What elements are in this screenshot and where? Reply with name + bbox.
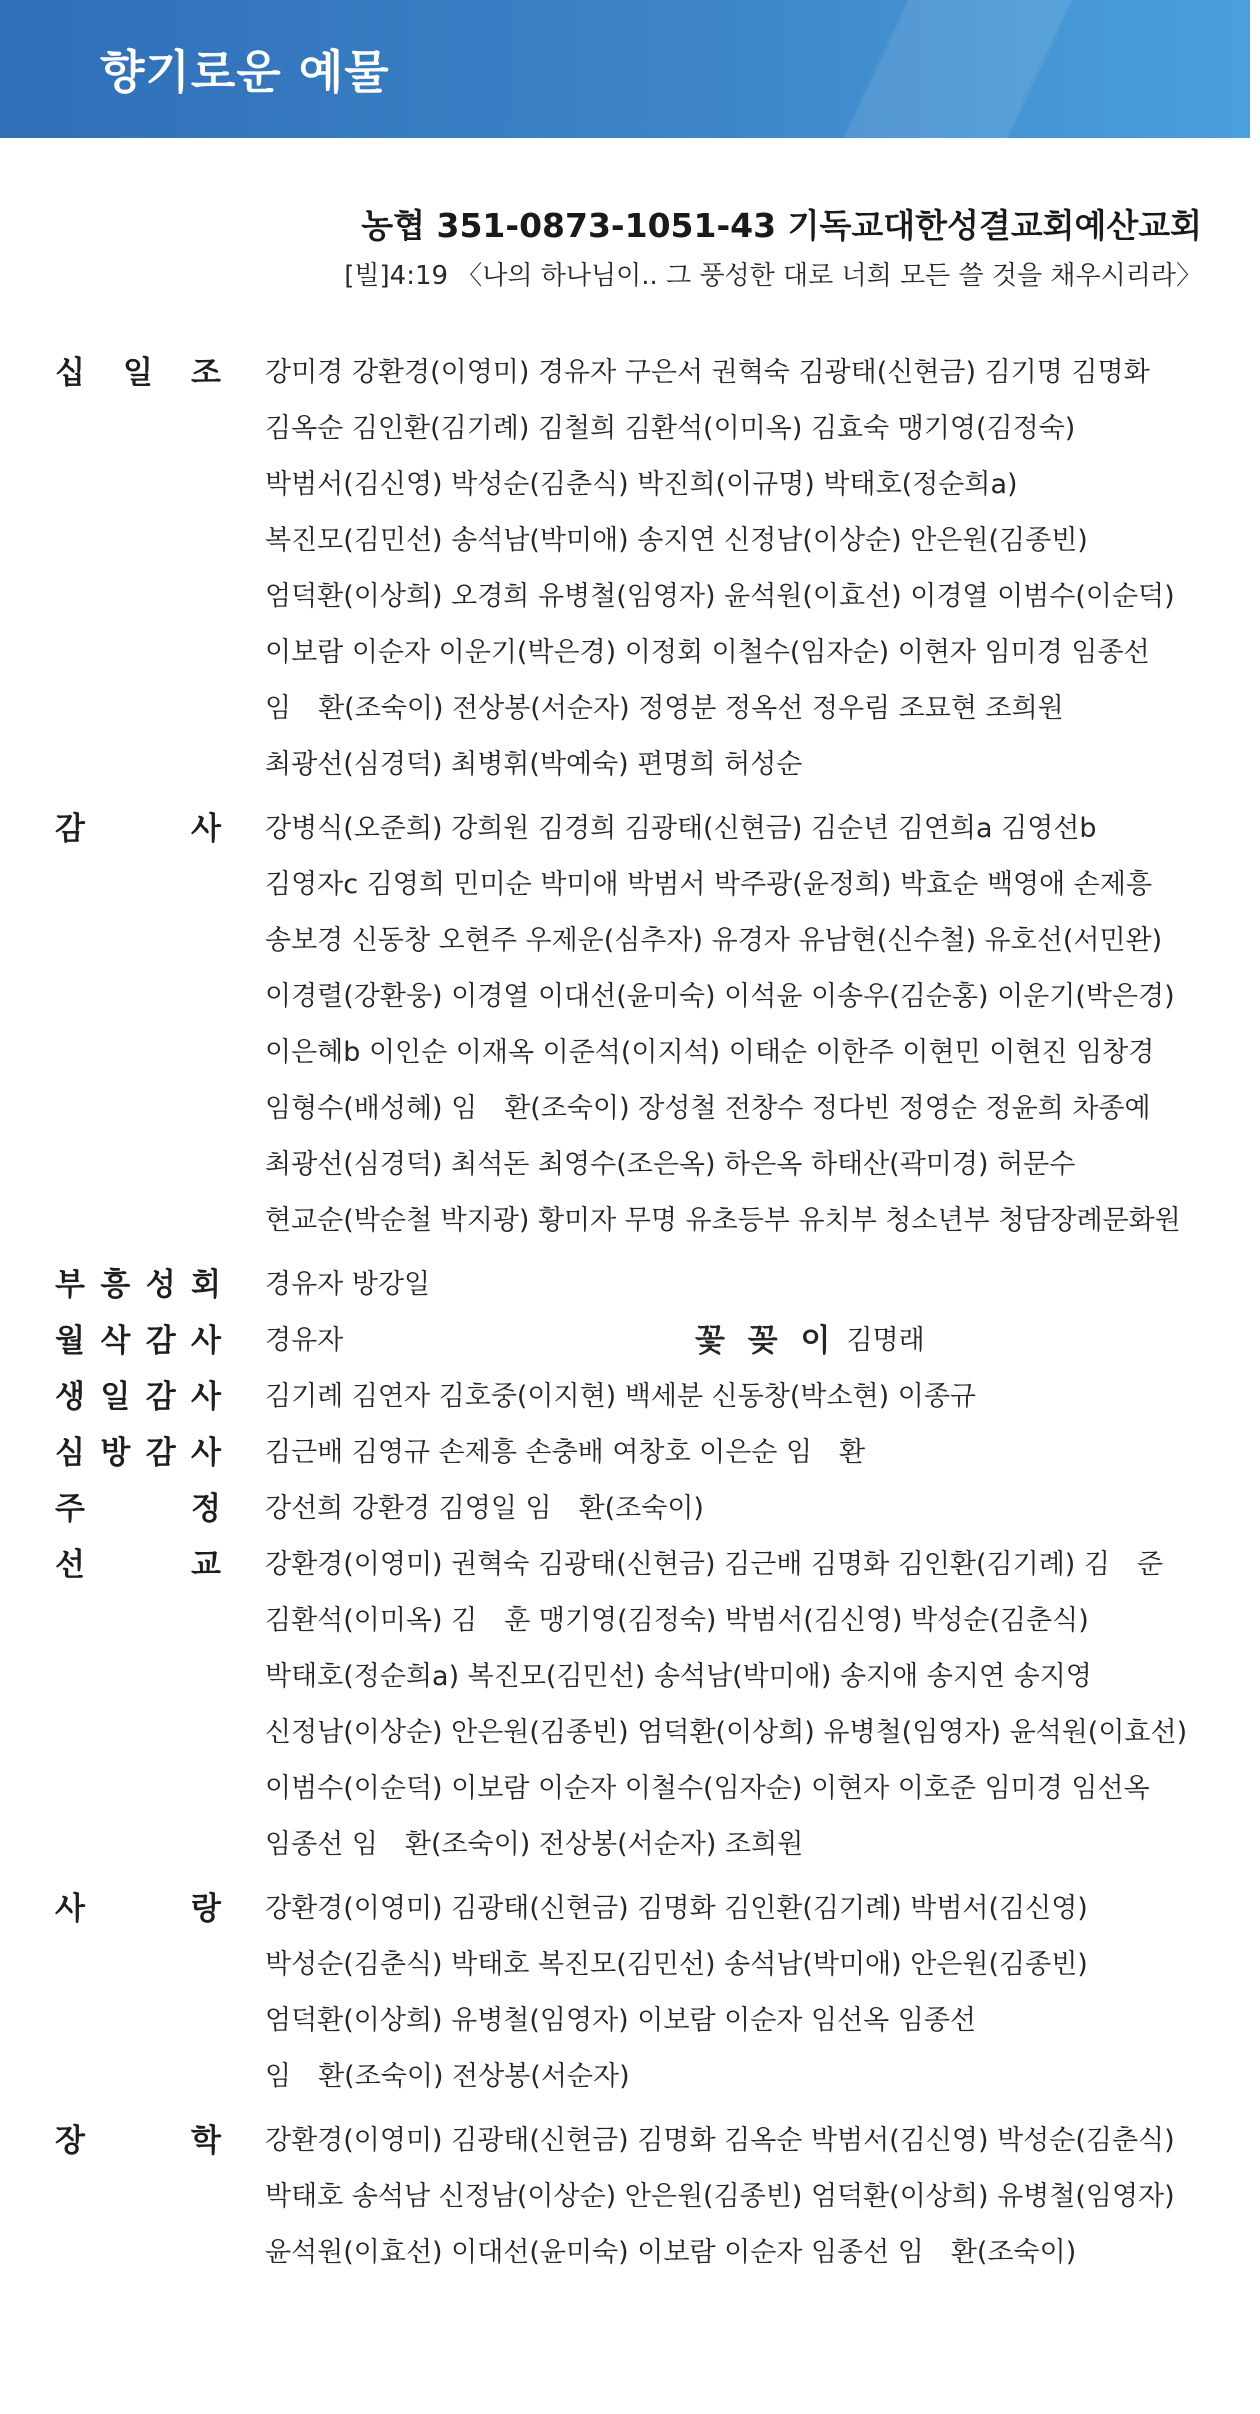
section-label-char: 감 [145, 1379, 176, 1415]
section-label [55, 1369, 265, 1425]
section-label-char: 감 [145, 1435, 176, 1471]
section-label-char: 선 [55, 1547, 85, 1583]
section-label-char: 랑 [191, 1891, 221, 1927]
name-line: 엄덕환(이상희) 유병철(임영자) 이보람 이순자 임선옥 임종선 [265, 2005, 977, 2036]
section-label-char: 장 [55, 2123, 85, 2159]
name-line: 경유자 방강일 [265, 1269, 431, 1300]
section-label-char: 심 [55, 1435, 85, 1471]
name-line: 김근배 김영규 손제흥 손충배 여창호 이은순 임 환 [265, 1437, 866, 1468]
name-line: 이은혜b 이인순 이재옥 이준석(이지석) 이태순 이한주 이현민 이현진 임창경 [265, 1037, 1155, 1068]
name-line: 박태호(정순희a) 복진모(김민선) 송석남(박미애) 송지애 송지연 송지영 [265, 1661, 1092, 1692]
section-label-char: 삭 [100, 1323, 131, 1359]
section-label-char: 성 [145, 1267, 176, 1303]
banner-decoration [730, 0, 1250, 138]
name-line: 박태호 송석남 신정남(이상순) 안은원(김종빈) 엄덕환(이상희) 유병철(임영자) [265, 2181, 1175, 2212]
wolsak-name: 경유자 [265, 1325, 344, 1356]
name-line: 강병식(오준희) 강희원 김경희 김광태(신현금) 김순년 김연희a 김영선b [265, 813, 1097, 844]
section-label-char: 감 [55, 811, 85, 847]
name-line: 이보람 이순자 이운기(박은경) 이정회 이철수(임자순) 이현자 임미경 임종선 [265, 637, 1150, 668]
name-line: 강선희 강환경 김영일 임 환(조숙이) [265, 1493, 704, 1524]
section-label-char: 학 [191, 2123, 221, 2159]
name-line: 신정남(이상순) 안은원(김종빈) 엄덕환(이상희) 유병철(임영자) 윤석원(이효선) [265, 1717, 1188, 1748]
section-label-char: 사 [191, 1435, 221, 1471]
offering-section [55, 1369, 1235, 1425]
name-line: 김옥순 김인환(김기례) 김철희 김환석(이미옥) 김효숙 맹기영(김정숙) [265, 413, 1076, 444]
offering-section [55, 1257, 1235, 1313]
name-line: 김기례 김연자 김호중(이지현) 백세분 신동창(박소현) 이종규 [265, 1381, 977, 1412]
wolsak-row [265, 1313, 1235, 1369]
name-line: 박범서(김신영) 박성순(김춘식) 박진희(이규명) 박태호(정순희a) [265, 469, 1018, 500]
section-label-char: 정 [191, 1491, 221, 1527]
section-label-char: 월 [55, 1323, 85, 1359]
flower-arrangement-name: 김명래 [846, 1325, 925, 1356]
section-names [265, 345, 1235, 793]
bank-account: 농협 351-0873-1051-43 기독교대한성결교회예산교회 [361, 206, 1202, 245]
section-names [265, 2113, 1235, 2281]
header-banner [0, 0, 1250, 138]
name-line: 현교순(박순철 박지광) 황미자 무명 유초등부 유치부 청소년부 청담장례문화원 [265, 1205, 1181, 1236]
name-line: 강환경(이영미) 권혁숙 김광태(신현금) 김근배 김명화 김인환(김기례) 김 준 [265, 1549, 1164, 1580]
section-label-char: 일 [123, 355, 153, 391]
section-names [265, 1369, 1235, 1425]
section-label [55, 1881, 265, 2105]
name-line: 임종선 임 환(조숙이) 전상봉(서순자) 조희원 [265, 1829, 804, 1860]
offering-section [55, 1481, 1235, 1537]
section-label-char: 교 [191, 1547, 221, 1583]
name-line: 강환경(이영미) 김광태(신현금) 김명화 김인환(김기례) 박범서(김신영) [265, 1893, 1088, 1924]
name-line: 이범수(이순덕) 이보람 이순자 이철수(임자순) 이현자 이호준 임미경 임선옥 [265, 1773, 1150, 1804]
name-line: 최광선(심경덕) 최병휘(박예숙) 편명희 허성순 [265, 749, 803, 780]
section-label-char: 사 [191, 1379, 221, 1415]
name-line: 임형수(배성혜) 임 환(조숙이) 장성철 전창수 정다빈 정영순 정윤희 차종예 [265, 1093, 1151, 1124]
flower-arrangement-label: 꽃 꽂 이 [695, 1323, 837, 1359]
section-names [265, 1257, 1235, 1313]
section-names [265, 1425, 1235, 1481]
section-label-char: 부 [55, 1267, 85, 1303]
bible-verse: [빌]4:19 〈나의 하나님이.. 그 풍성한 대로 너희 모든 쓸 것을 채우시리라〉 [344, 261, 1202, 291]
name-line: 최광선(심경덕) 최석돈 최영수(조은옥) 하은옥 하태산(곽미경) 허문수 [265, 1149, 1076, 1180]
offering-sections [55, 345, 1235, 2281]
section-names [265, 1313, 1235, 1369]
offering-section [55, 1881, 1235, 2105]
name-line: 임 환(조숙이) 전상봉(서순자) 정영분 정옥선 정우림 조묘현 조희원 [265, 693, 1064, 724]
section-label-char: 흥 [100, 1267, 131, 1303]
section-label-char: 생 [55, 1379, 85, 1415]
section-label-char: 사 [55, 1891, 85, 1927]
section-label-char: 사 [191, 1323, 221, 1359]
offering-section [55, 1425, 1235, 1481]
section-label [55, 1425, 265, 1481]
name-line: 임 환(조숙이) 전상봉(서순자) [265, 2061, 630, 2092]
offering-section [55, 345, 1235, 793]
name-line: 김환석(이미옥) 김 훈 맹기영(김정숙) 박범서(김신영) 박성순(김춘식) [265, 1605, 1089, 1636]
offering-section [55, 1313, 1235, 1369]
section-names [265, 1881, 1235, 2105]
section-label [55, 1537, 265, 1873]
offering-section [55, 801, 1235, 1249]
section-label [55, 2113, 265, 2281]
name-line: 송보경 신동창 오현주 우제운(심추자) 유경자 유남현(신수철) 유호선(서민완) [265, 925, 1163, 956]
section-label-char: 방 [100, 1435, 131, 1471]
name-line: 복진모(김민선) 송석남(박미애) 송지연 신정남(이상순) 안은원(김종빈) [265, 525, 1088, 556]
name-line: 김영자c 김영희 민미순 박미애 박범서 박주광(윤정희) 박효순 백영애 손제흥 [265, 869, 1153, 900]
section-label-char: 십 [55, 355, 85, 391]
section-label-char: 일 [100, 1379, 131, 1415]
name-line: 이경렬(강환웅) 이경열 이대선(윤미숙) 이석윤 이송우(김순홍) 이운기(박은경) [265, 981, 1175, 1012]
page-title: 향기로운 예물 [100, 45, 390, 99]
name-line: 강미경 강환경(이영미) 경유자 구은서 권혁숙 김광태(신현금) 김기명 김명화 [265, 357, 1150, 388]
offering-section [55, 2113, 1235, 2281]
section-label-char: 회 [191, 1267, 221, 1303]
section-label [55, 1481, 265, 1537]
name-line: 윤석원(이효선) 이대선(윤미숙) 이보람 이순자 임종선 임 환(조숙이) [265, 2237, 1077, 2268]
section-label-char: 감 [145, 1323, 176, 1359]
name-line: 엄덕환(이상희) 오경희 유병철(임영자) 윤석원(이효선) 이경열 이범수(이순덕) [265, 581, 1175, 612]
section-label-char: 조 [191, 355, 221, 391]
section-names [265, 1481, 1235, 1537]
name-line: 박성순(김춘식) 박태호 복진모(김민선) 송석남(박미애) 안은원(김종빈) [265, 1949, 1088, 1980]
section-label [55, 345, 265, 793]
section-label [55, 1313, 265, 1369]
name-line: 강환경(이영미) 김광태(신현금) 김명화 김옥순 박범서(김신영) 박성순(김춘식) [265, 2125, 1175, 2156]
section-names [265, 801, 1235, 1249]
section-label [55, 801, 265, 1249]
section-label-char: 주 [55, 1491, 85, 1527]
offering-section [55, 1537, 1235, 1873]
section-label [55, 1257, 265, 1313]
section-label-char: 사 [191, 811, 221, 847]
section-names [265, 1537, 1235, 1873]
